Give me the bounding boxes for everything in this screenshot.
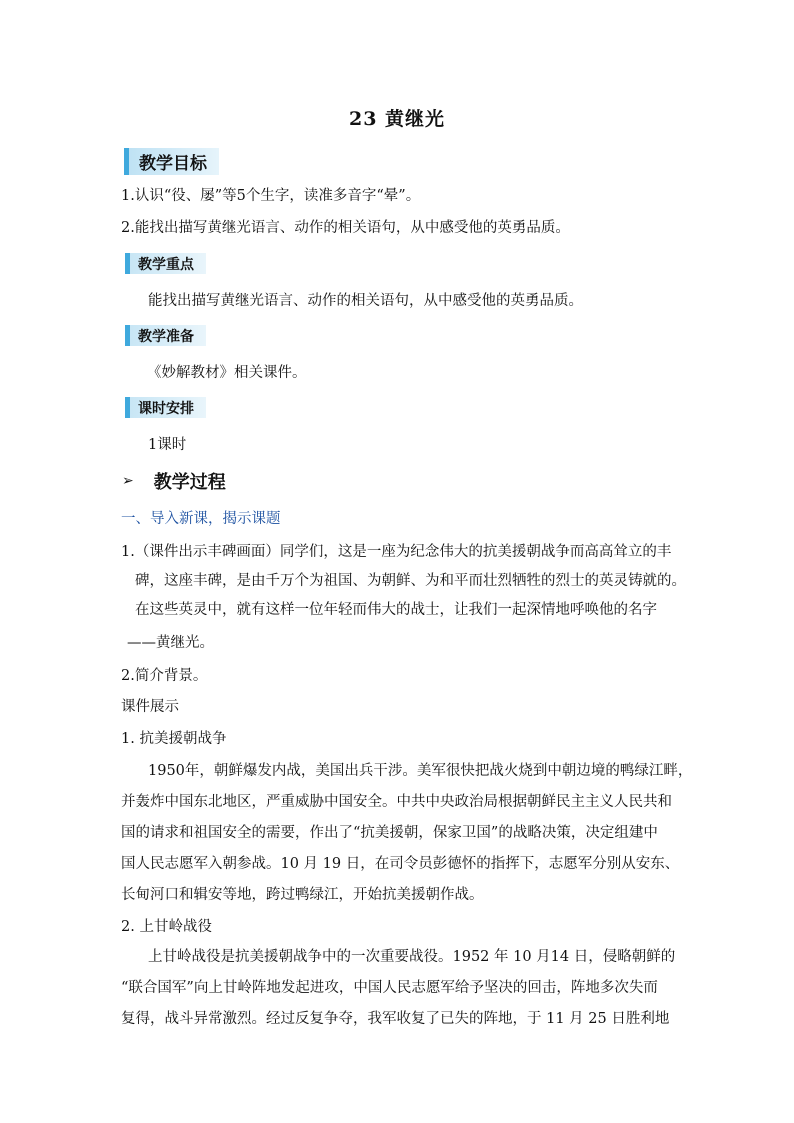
courseware-label: 课件展示	[121, 699, 179, 715]
objective-item-2: 2.能找出描写黄继光语言、动作的相关语句，从中感受他的英勇品质。	[121, 220, 570, 236]
process-header-label: 教学过程	[153, 472, 226, 493]
paragraph-2: 2.简介背景。	[121, 668, 208, 684]
item-2-line-3: 复得，战斗异常激烈。经过反复争夺，我军收复了已失的阵地，于 11 月 25 日胜利地	[121, 1011, 670, 1027]
objective-item-1: 1.认识“役、屡”等5个生字，读准多音字“晕”。	[121, 188, 421, 204]
schedule-text: 1课时	[148, 437, 187, 453]
item-1-line-4: 国人民志愿军入朝参战。10 月 19 日，在司令员彭德怀的指挥下，志愿军分别从安东、	[121, 856, 680, 872]
item-2-line-2: “联合国军”向上甘岭阵地发起进攻，中国人民志愿军给予坚决的回击，阵地多次失而	[121, 980, 658, 996]
keypoints-header	[125, 253, 206, 274]
item-2-title: 2. 上甘岭战役	[121, 919, 212, 935]
paragraph-1-line-1: 1.（课件出示丰碑画面）同学们，这是一座为纪念伟大的抗美援朝战争而高高耸立的丰	[121, 544, 672, 560]
item-1-line-5: 长甸河口和辑安等地，跨过鸭绿江，开始抗美援朝作战。	[121, 887, 484, 903]
paragraph-1-line-4: ——黄继光。	[127, 635, 214, 651]
arrow-bullet-icon: ➢	[122, 473, 134, 489]
schedule-header	[125, 397, 206, 418]
objectives-header-label: 教学目标	[129, 148, 219, 175]
process-header	[122, 467, 226, 495]
preparation-header-label: 教学准备	[130, 325, 206, 346]
objectives-header	[124, 148, 219, 175]
item-1-title: 1. 抗美援朝战争	[121, 731, 227, 747]
keypoints-header-label: 教学重点	[130, 253, 206, 274]
item-2-line-1: 上甘岭战役是抗美援朝战争中的一次重要战役。1952 年 10 月14 日，侵略朝鲜的	[148, 949, 676, 965]
item-1-line-3: 国的请求和祖国安全的需要，作出了“抗美援朝，保家卫国”的战略决策，决定组建中	[121, 825, 658, 841]
keypoints-text: 能找出描写黄继光语言、动作的相关语句，从中感受他的英勇品质。	[148, 293, 583, 309]
paragraph-1-line-2: 碑，这座丰碑，是由千万个为祖国、为朝鲜、为和平而壮烈牺牲的烈士的英灵铸就的。	[135, 573, 686, 589]
section-heading-intro: 一、导入新课，揭示课题	[121, 511, 281, 527]
preparation-header	[125, 325, 206, 346]
preparation-text: 《妙解教材》相关课件。	[147, 365, 307, 381]
paragraph-1-line-3: 在这些英灵中，就有这样一位年轻而伟大的战士，让我们一起深情地呼唤他的名字	[135, 602, 657, 618]
item-1-line-2: 并轰炸中国东北地区，严重威胁中国安全。中共中央政治局根据朝鲜民主主义人民共和	[121, 794, 672, 810]
lesson-title: 23 黄继光	[348, 108, 446, 130]
item-1-line-1: 1950年，朝鲜爆发内战，美国出兵干涉。美军很快把战火烧到中朝边境的鸭绿江畔，	[148, 763, 693, 779]
schedule-header-label: 课时安排	[130, 397, 206, 418]
